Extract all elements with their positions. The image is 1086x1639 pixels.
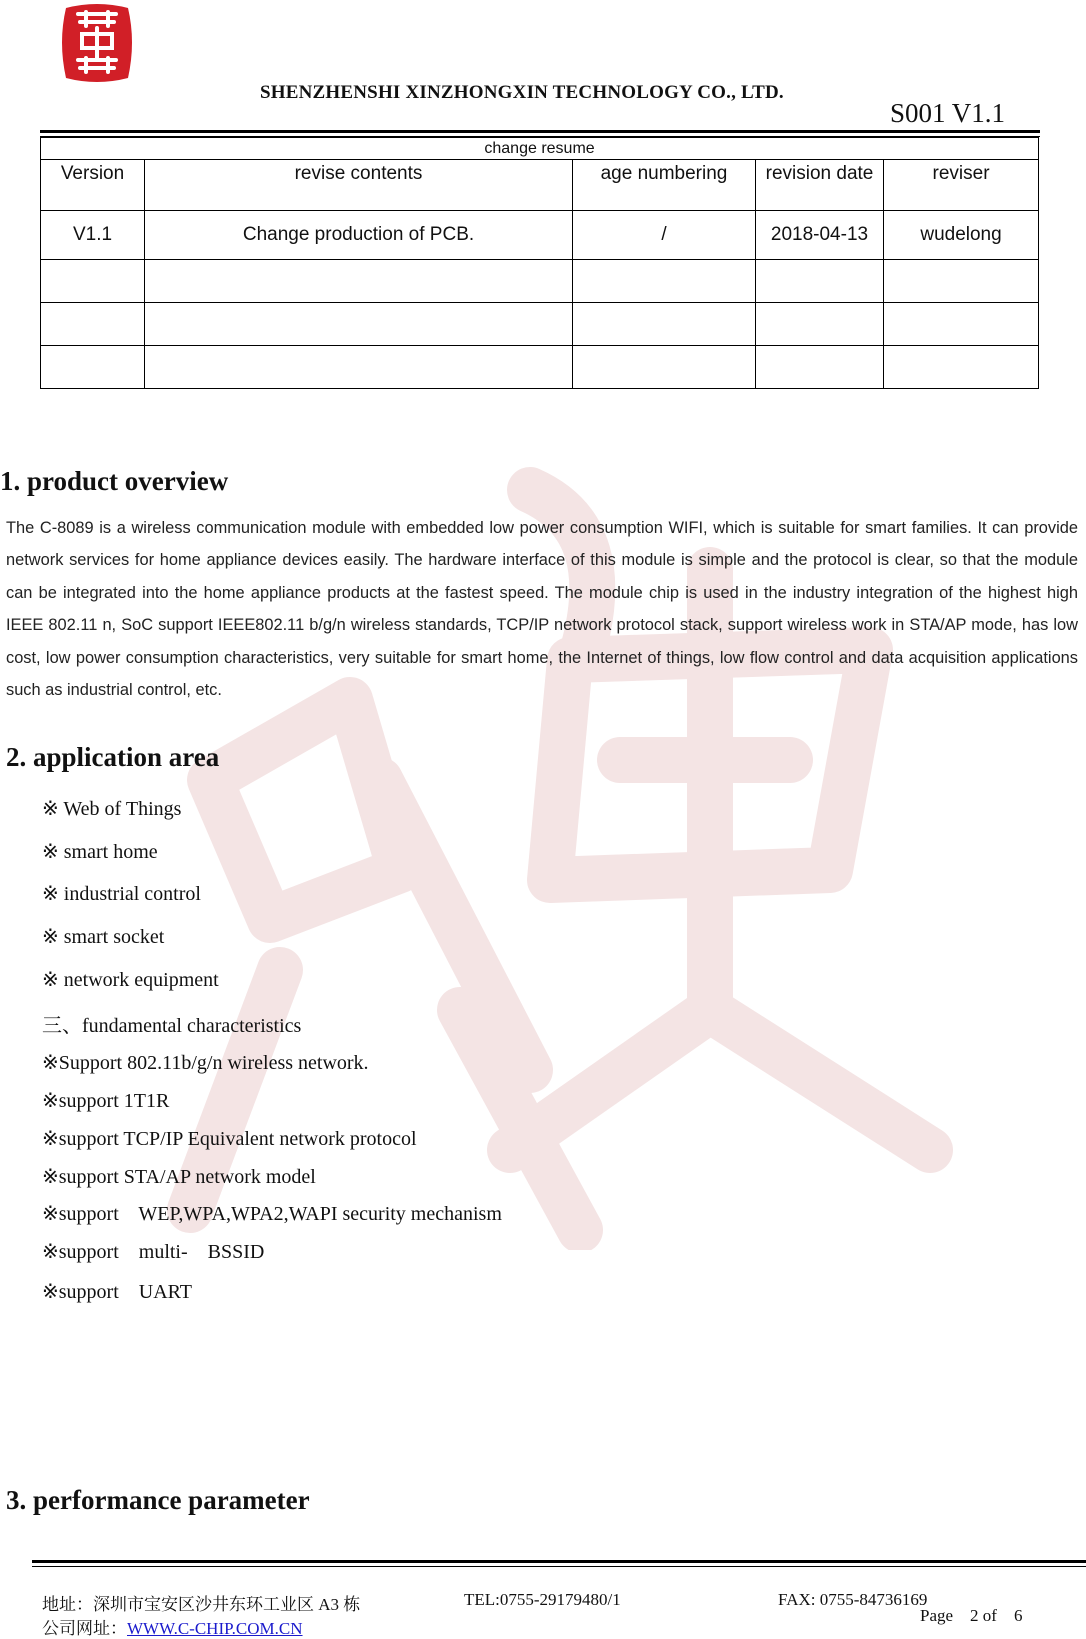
website-link[interactable]: WWW.C-CHIP.COM.CN <box>127 1619 303 1638</box>
column-header: revision date <box>756 160 884 211</box>
table-cell <box>756 346 884 389</box>
section-title-overview: 1. product overview <box>0 466 229 496</box>
table-cell <box>573 260 756 303</box>
characteristics-title: 三、fundamental characteristics <box>42 1015 302 1037</box>
footer-fax: FAX: 0755-84736169 <box>778 1590 928 1609</box>
page-label: Page <box>920 1606 954 1625</box>
company-name: SHENZHENSHI XINZHONGXIN TECHNOLOGY CO., LTD. <box>260 82 784 103</box>
table-cell <box>41 346 145 389</box>
table-cell: Change production of PCB. <box>145 211 573 260</box>
document-version: S001 V1.1 <box>890 98 1006 128</box>
table-cell: / <box>573 211 756 260</box>
footer-tel: TEL:0755-29179480/1 <box>464 1590 621 1609</box>
column-header: revise contents <box>145 160 573 211</box>
list-item: ※ network equipment <box>42 969 219 991</box>
table-row <box>41 303 1039 346</box>
table-cell <box>884 303 1039 346</box>
section-title-performance: 3. performance parameter <box>6 1485 310 1515</box>
website-label: 公司网址： <box>42 1619 127 1638</box>
footer-divider <box>32 1560 1086 1563</box>
list-item: ※support STA/AP network model <box>42 1166 316 1188</box>
list-item: ※ Web of Things <box>42 798 182 820</box>
table-row <box>41 211 1039 260</box>
list-item: ※ smart home <box>42 841 158 863</box>
list-item: ※Support 802.11b/g/n wireless network. <box>42 1052 369 1074</box>
table-cell <box>145 260 573 303</box>
table-cell <box>41 260 145 303</box>
table-cell <box>756 303 884 346</box>
list-item: ※ smart socket <box>42 926 165 948</box>
overview-paragraph: The C-8089 is a wireless communication module with embedded low power consumption WIFI, which is suitable for smart families. It can provide network services for home appliance devices easily. The hardware interface of this module is simple and the protocol is clear, so that the module can be integrated into the home appliance products at the fastest speed. The module chip is used in the industry integration of the highest high IEEE 802.11 n, SoC support IEEE802.11 b/g/n wireless standards, TCP/IP network protocol stack, support wireless work in STA/AP mode, has low cost, low power consumption characteristics, very suitable for smart home, the Internet of things, low flow control and data acquisition applications such as industrial control, etc. <box>6 519 1078 700</box>
table-cell <box>573 346 756 389</box>
list-item: ※support 1T1R <box>42 1090 170 1112</box>
table-cell <box>573 303 756 346</box>
column-header: reviser <box>884 160 1039 211</box>
list-item: ※support WEP,WPA,WPA2,WAPI security mechanism <box>42 1203 502 1225</box>
table-caption: change resume <box>41 138 1039 160</box>
page-number <box>920 1606 1022 1626</box>
company-seal-logo-icon <box>56 0 138 84</box>
table-cell: 2018-04-13 <box>756 211 884 260</box>
page-current: 2 <box>970 1606 979 1625</box>
table-cell <box>145 303 573 346</box>
table-cell <box>884 346 1039 389</box>
footer-divider-thin <box>32 1566 1086 1567</box>
table-cell: wudelong <box>884 211 1039 260</box>
table-row <box>41 260 1039 303</box>
footer-website <box>42 1614 303 1639</box>
table-cell <box>41 303 145 346</box>
change-resume-table <box>40 137 1039 389</box>
footer-address: 地址：深圳市宝安区沙井东环工业区 A3 栋 <box>42 1595 361 1614</box>
list-item: ※ industrial control <box>42 883 201 905</box>
table-row <box>41 346 1039 389</box>
column-header: age numbering <box>573 160 756 211</box>
column-header: Version <box>41 160 145 211</box>
table-header-row <box>41 160 1039 211</box>
list-item: ※support TCP/IP Equivalent network protocol <box>42 1128 417 1150</box>
table-cell: V1.1 <box>41 211 145 260</box>
page-of: of <box>982 1606 997 1625</box>
table-cell <box>884 260 1039 303</box>
table-cell <box>756 260 884 303</box>
table-cell <box>145 346 573 389</box>
list-item: ※support UART <box>42 1281 192 1303</box>
page-total: 6 <box>1013 1606 1023 1625</box>
list-item: ※support multi- BSSID <box>42 1241 265 1263</box>
section-title-application: 2. application area <box>6 742 220 772</box>
header-divider <box>40 130 1040 133</box>
